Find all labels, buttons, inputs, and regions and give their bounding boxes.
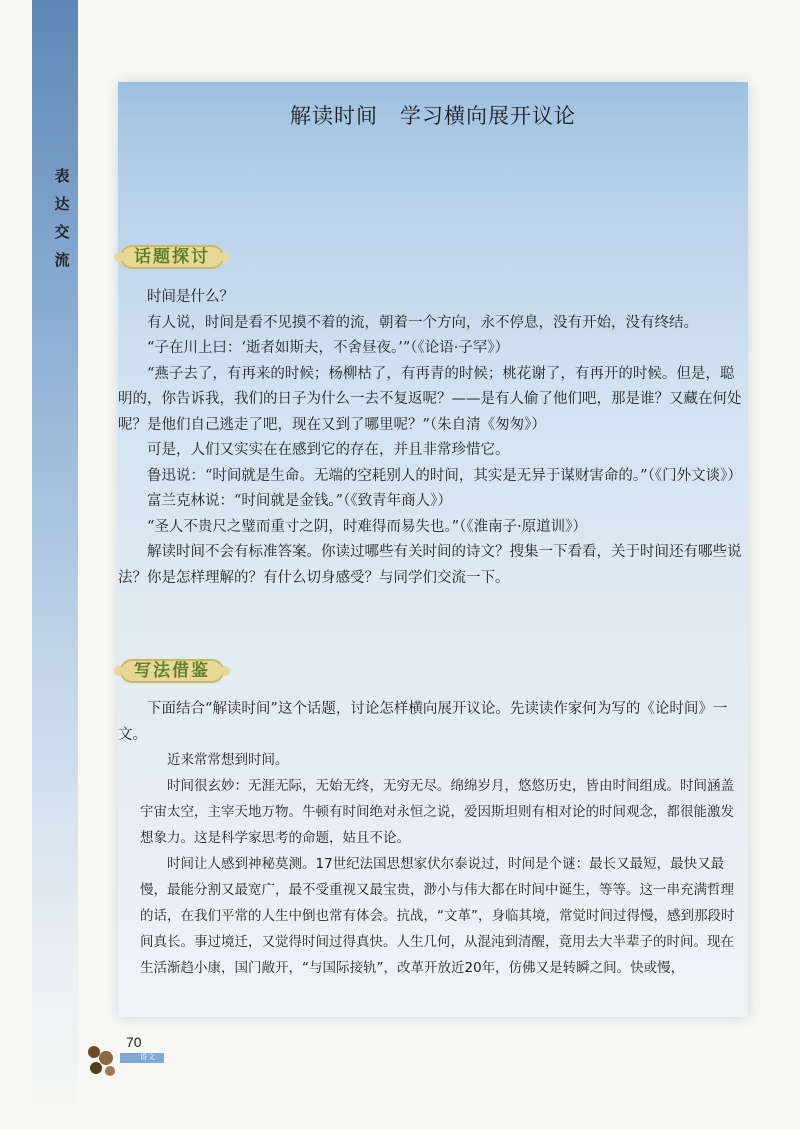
side-title-char: 达 — [54, 195, 70, 213]
paragraph: “子在川上曰：‘逝者如斯夫，不舍昼夜。’”（《论语·子罕》） — [147, 340, 510, 356]
paragraph: 富兰克林说：“时间就是金钱。”（《致青年商人》） — [147, 493, 452, 509]
footer-label: 语文 — [140, 1053, 156, 1061]
title-part-1: 解读时间 — [290, 104, 378, 128]
quote-paragraph: 时间很玄妙：无涯无际，无始无终，无穷无尽。绵绵岁月，悠悠历史，皆由时间组成。时间涵盖宇宙太空，主宰天地万物。牛顿有时间绝对永恒之说，爱因斯坦则有相对论的时间观念，都很能激发想象力。这是科学家思考的命题，姑且不论。 — [140, 778, 734, 846]
section-topic-text — [118, 285, 748, 591]
page-number: 70 — [126, 1034, 142, 1050]
title-part-2: 学习横向展开议论 — [400, 104, 576, 128]
quote-paragraph: 时间让人感到神秘莫测。17世纪法国思想家伏尔泰说过，时间是个谜：最长又最短，最快又最慢，最能分割又最宽广，最不受重视又最宝贵，渺小与伟大都在时间中诞生，等等。这一串充满哲理的话，在我们平常的人生中倒也常有体会。抗战，“文革”，身临其境，常觉时间过得慢，感到那段时间真长。事过境迁，又觉得时间过得真快。人生几何，从混沌到清醒，竟用去大半辈子的时间。现在生活渐趋小康，国门敞开，“与国际接轨”，改革开放近20年，仿佛又是转瞬之间。快或慢， — [140, 856, 735, 976]
section-badge-writing: 写法借鉴 — [120, 659, 224, 683]
footer-ornament-icon — [84, 1042, 120, 1080]
paragraph: 可是，人们又实实在在感到它的存在，并且非常珍惜它。 — [147, 442, 510, 458]
side-title-char: 交 — [54, 223, 70, 241]
paragraph: “燕子去了，有再来的时候；杨柳枯了，有再青的时候；桃花谢了，有再开的时候。但是，聪明的，你告诉我，我们的日子为什么一去不复返呢？——是有人偷了他们吧，那是谁？又藏在何处呢？是他们自己逃走了吧，现在又到了哪里呢？”（朱自清《匆匆》） — [118, 365, 742, 433]
paragraph: 时间是什么？ — [147, 289, 234, 305]
quoted-essay — [140, 747, 740, 981]
paragraph: 下面结合“解读时间”这个话题，讨论怎样横向展开议论。先读读作家何为写的《论时间》一文。 — [118, 701, 728, 743]
side-title-char: 表 — [54, 167, 70, 185]
paragraph: 有人说，时间是看不见摸不着的流，朝着一个方向，永不停息，没有开始，没有终结。 — [147, 314, 698, 331]
side-title-char: 流 — [54, 251, 70, 269]
paragraph: “圣人不贵尺之璧而重寸之阴，时难得而易失也。”（《淮南子·原道训》） — [147, 518, 587, 535]
page-title — [118, 100, 748, 130]
paragraph: 鲁迅说：“时间就是生命。无端的空耗别人的时间，其实是无异于谋财害命的。”（《门外文谈》） — [147, 467, 742, 484]
quote-paragraph: 近来常常想到时间。 — [167, 752, 289, 768]
section-writing-intro — [118, 697, 748, 748]
section-badge-topic: 话题探讨 — [120, 245, 224, 269]
paragraph: 解读时间不会有标准答案。你读过哪些有关时间的诗文？搜集一下看看，关于时间还有哪些说法？你是怎样理解的？有什么切身感受？与同学们交流一下。 — [118, 544, 742, 586]
side-title — [52, 162, 72, 274]
